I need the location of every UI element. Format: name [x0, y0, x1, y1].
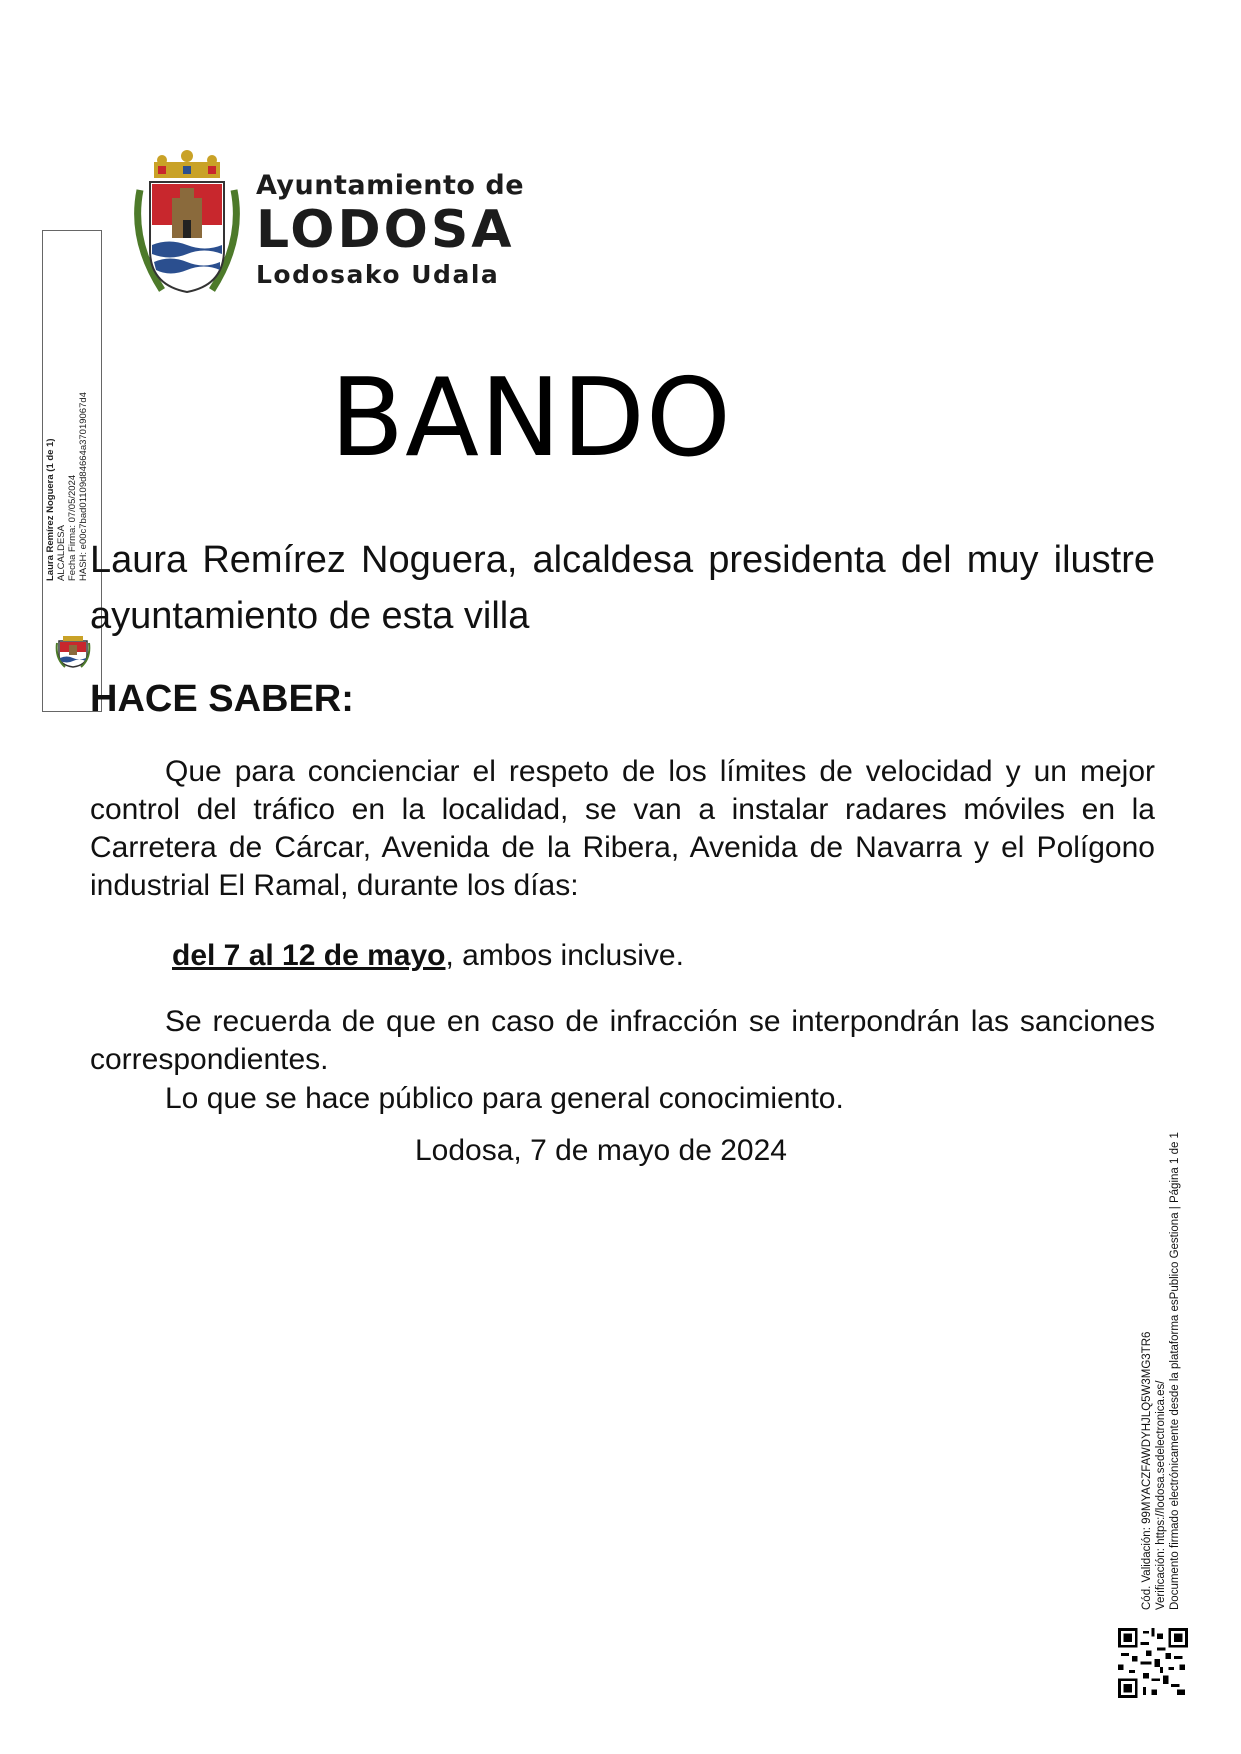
dates-line	[172, 937, 684, 975]
dates-rest: , ambos inclusive.	[445, 939, 684, 972]
dates-highlight: del 7 al 12 de mayo	[172, 939, 446, 972]
paragraph-2-text: Se recuerda de que en caso de infracción se interpondrán las sanciones correspondientes.	[90, 1005, 1155, 1076]
paragraph-3: Lo que se hace público para general conocimiento.	[165, 1082, 844, 1115]
signature-hash: HASH: e00c7bad01109d84664a37019067d4	[78, 392, 89, 581]
small-crest-icon	[55, 633, 91, 669]
signature-text	[45, 221, 99, 581]
logo-line-1: Ayuntamiento de	[256, 170, 525, 201]
coat-of-arms-icon	[132, 150, 242, 300]
document-title: BANDO	[330, 356, 732, 481]
logo-line-2: LODOSA	[256, 200, 515, 260]
qr-code-icon	[1118, 1628, 1188, 1698]
paragraph-1-text: Que para concienciar el respeto de los límites de velocidad y un mejor control del tráfico en la localidad, se van a instalar radares móviles en la Carretera de Cárcar, Avenida de la Ribera, Avenida de Navarra y el Polígono industrial El Ramal, durante los días:	[90, 755, 1155, 902]
signature-date: Fecha Firma: 07/05/2024	[67, 474, 78, 581]
hace-saber-heading: HACE SABER:	[90, 678, 354, 720]
municipal-logo	[132, 150, 525, 300]
validation-text	[1140, 1090, 1190, 1610]
signature-role: ALCALDESA	[56, 525, 67, 581]
validation-url: Verificación: https://lodosa.sedelectronica.es/	[1155, 1380, 1167, 1610]
intro-text: Laura Remírez Noguera, alcaldesa presidenta del muy ilustre ayuntamiento de esta villa	[90, 539, 1155, 637]
signature-name: Laura Remírez Noguera (1 de 1)	[45, 438, 56, 581]
logo-line-3: Lodosako Udala	[256, 260, 500, 289]
place-date: Lodosa, 7 de mayo de 2024	[415, 1134, 787, 1167]
paragraph-1	[90, 753, 1155, 905]
validation-footer: Documento firmado electrónicamente desde la plataforma esPublico Gestiona | Página 1 de 1	[1169, 1132, 1181, 1610]
paragraph-2	[90, 1003, 1155, 1079]
validation-code: Cód. Validación: 99MYACZFAWDYHJLQ5W3MG3TR6	[1141, 1331, 1153, 1610]
